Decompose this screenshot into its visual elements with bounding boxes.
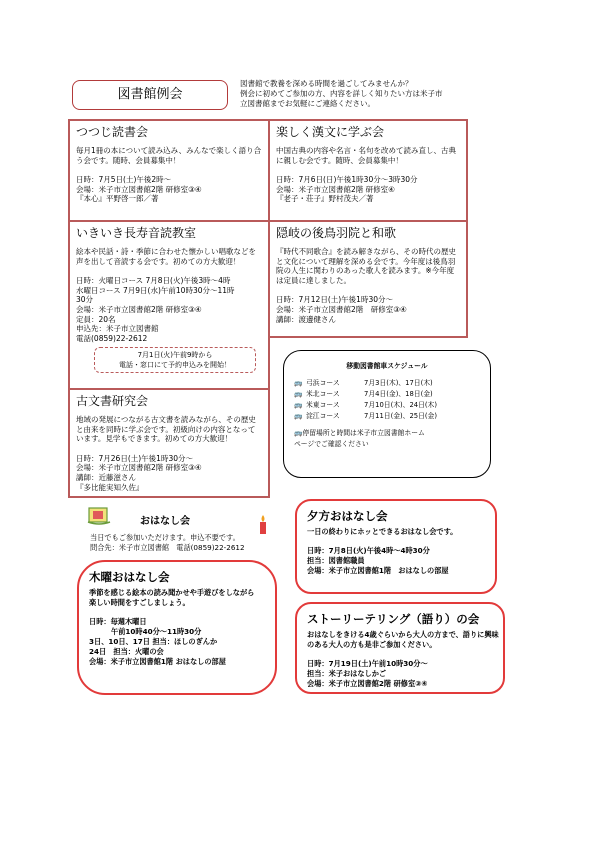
ohanashi-title: おはなし会 — [140, 516, 190, 527]
intro-text: 図書館で教養を深める時間を過ごしてみませんか？ 例会に初めてご参加の方、内容を詳しく知りたい方は米子市 立図書館までお気軽にご連絡ください。 — [240, 79, 443, 108]
bus-icon: 🚌 — [294, 379, 303, 387]
mokuyou-title: 木曜おはなし会 — [89, 570, 170, 584]
schedule-row: 🚌 淀江コース 7月11日(金)、25日(金) — [294, 412, 438, 420]
schedule-row: 🚌 米東コース 7月10日(木)、24日(木) — [294, 401, 438, 409]
bus-icon: 🚌 — [294, 429, 303, 437]
tsutsuji-box: つつじ読書会 毎月1冊の本について読み込み、みんなで楽しく語り合う会です。随時、会員募集中！ 日時：7月5日(土)午後2時～ 会場：米子市立図書館2階 研修室③④ 『本心』平野啓一郎／著 — [68, 119, 270, 222]
schedule-row: 🚌 弓浜コース 7月3日(木)、17日(木) — [294, 379, 433, 387]
ohanashi-info: 当日でもご参加いただけます。申込不要です。 問合先：米子市立図書館 電話(0859)22-2612 — [90, 533, 245, 552]
komonjo-title: 古文書研究会 — [76, 394, 149, 408]
komonjo-box: 古文書研究会 地域の発展につながる古文書を読みながら、その歴史と由来を同時に学ぶ会です。初級向けの内容となっています。見学もできます。初めての方大歓迎！ 日時：7月26日(土)午後1時30分～ 会場：米子市立図書館2階 研修室③④ 講師：近藤滋さん 『多比能実知久佐』 — [68, 388, 270, 498]
storytelling-box: ストーリーテリング（語り）の会 おはなしをきける4歳ぐらいから大人の方まで、語りに興味 のある大人の方も是非ご参加ください。 日時：7月19日(土)午前10時30分～ 担当：米子おはなしかご 会場：米子市立図書館2階 研修室③④ — [295, 602, 505, 694]
mobile-library-schedule: 移動図書館車スケジュール 🚌 弓浜コース 7月3日(木)、17日(木) 🚌 米北コース 7月4日(金)、18日(金) 🚌 米東コース 7月10日(木)、24日(木) 🚌 淀江コース 7月11日(金)、25日(金) 🚌停留場所と時間は米子市立図書館ホーム ページでご確認ください — [283, 350, 491, 478]
page-title: 図書館例会 — [72, 80, 228, 110]
yugata-box: 夕方おはなし会 一日の終わりにホッとできるおはなし会です。 日時：7月8日(火)午後4時～4時30分 担当：図書館職員 会場：米子市立図書館1階 おはなしの部屋 — [295, 499, 497, 594]
schedule-note: 🚌停留場所と時間は米子市立図書館ホーム — [294, 429, 425, 437]
bus-icon: 🚌 — [294, 401, 303, 409]
oki-title: 隠岐の後鳥羽院と和歌 — [276, 226, 397, 240]
reservation-notice: 7月1日(火)午前9時から 電話・窓口にて予約申込みを開始！ — [94, 347, 256, 373]
tsutsuji-title: つつじ読書会 — [76, 125, 149, 139]
oki-box: 隠岐の後鳥羽院と和歌 『時代不同歌合』を読み解きながら、その時代の歴史と文化について理解を深める会です。今年度は後鳥羽院の人生に関わりのあった歌人を読みます。※今年度は定員に達しました。 日時：7月12日(土)午後1時30分～ 会場：米子市立図書館2階 研修室③④ 講師：渡邊健さん — [268, 220, 468, 338]
bus-icon: 🚌 — [294, 412, 303, 420]
kanbun-title: 楽しく漢文に学ぶ会 — [276, 125, 385, 139]
bus-icon: 🚌 — [294, 390, 303, 398]
kanbun-box: 楽しく漢文に学ぶ会 中国古典の内容や名言・名句を改めて読み直し、古典に親しむ会です。随時、会員募集中！ 日時：7月6日(日)午後1時30分～3時30分 会場：米子市立図書館2階 研修室④ 『老子・荘子』野村茂夫／著 — [268, 119, 468, 222]
schedule-title: 移動図書館車スケジュール — [346, 362, 428, 370]
book-illustration-icon — [86, 504, 112, 526]
ikiiki-title: いきいき長寿音読教室 — [76, 226, 197, 240]
storytelling-title: ストーリーテリング（語り）の会 — [307, 612, 480, 626]
schedule-row: 🚌 米北コース 7月4日(金)、18日(金) — [294, 390, 433, 398]
candle-icon — [257, 514, 269, 536]
yugata-title: 夕方おはなし会 — [307, 509, 388, 523]
mokuyou-box: 木曜おはなし会 季節を感じる絵本の読み聞かせや手遊びをしながら 楽しい時間をすごしましょう。 日時：毎週木曜日 午前10時40分～11時30分 3日、10日、17日 担当：ほしのぎんか 24日 担当：火曜の会 会場：米子市立図書館1階 おはなしの部屋 — [77, 560, 277, 695]
ikiiki-box: いきいき長寿音読教室 絵本や民話・詩・季節に合わせた懐かしい唱歌などを声を出して音読する会です。初めての方大歓迎！ 日時：火曜日コース 7月8日(火)午後3時～4時 水曜日コース 7月9日(水)午前10時30分～11時 30分 会場：米子市立図書館2階 研修室③④ 定員：20名 申込先：米子市立図書館 電話(0859)22-2612 7月1日(火)午前9時から 電話・窓口にて予約申込みを開始！ — [68, 220, 270, 390]
